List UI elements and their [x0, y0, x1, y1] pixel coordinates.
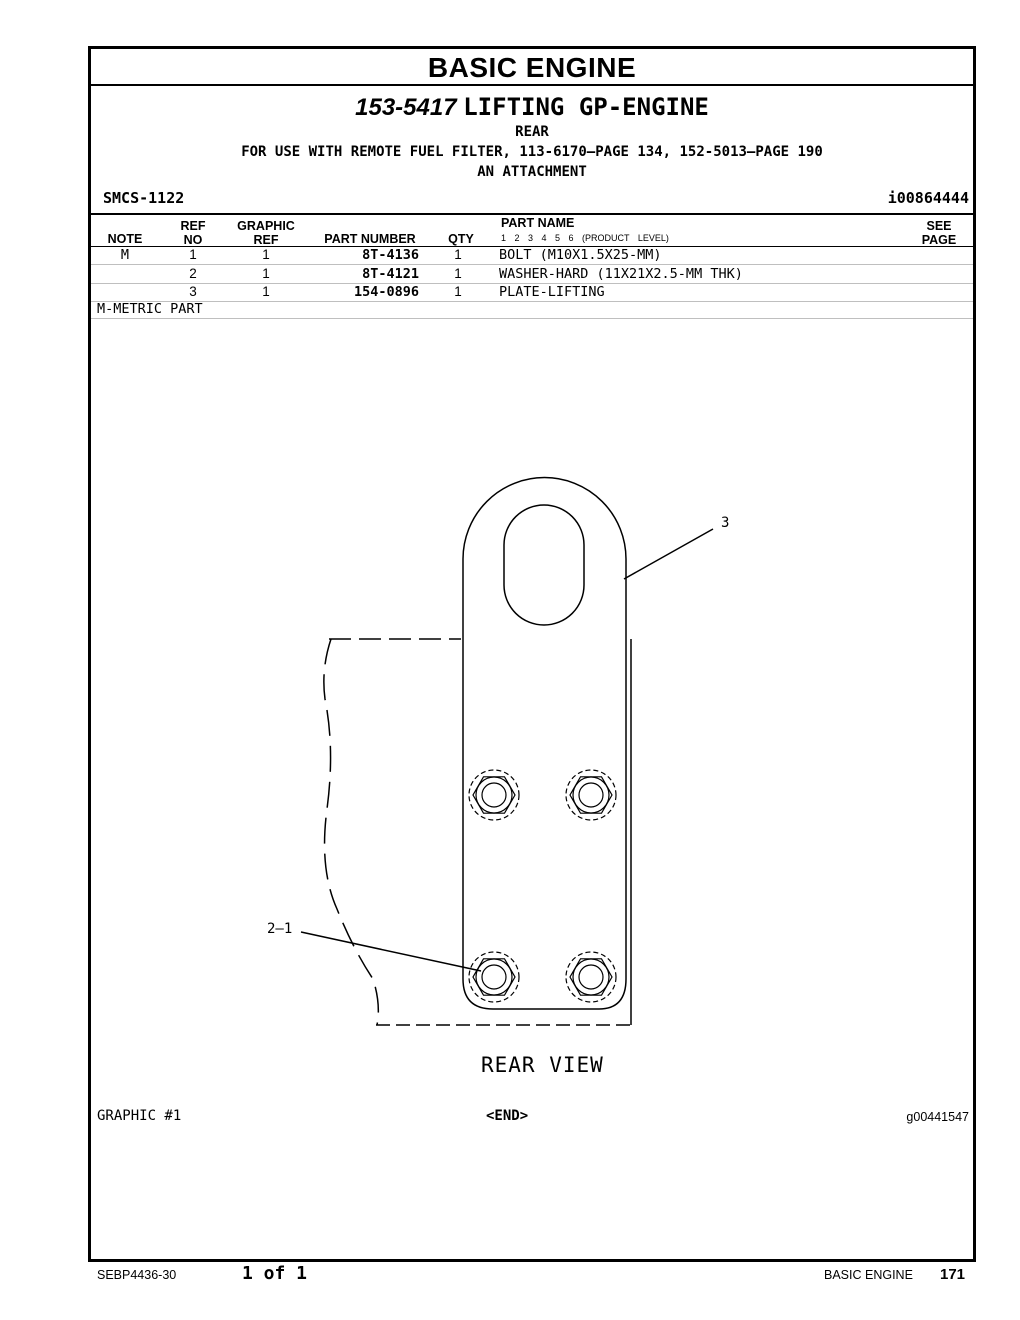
- row-3-graphic-ref: 1: [262, 284, 270, 299]
- col-see-page: SEE PAGE: [921, 219, 957, 247]
- col-note: NOTE: [107, 232, 143, 246]
- group-subtitle-2: FOR USE WITH REMOTE FUEL FILTER, 113-6170—PAGE 134, 152-5013—PAGE 190: [241, 144, 823, 160]
- group-subtitle-1: REAR: [515, 124, 549, 140]
- footer-doc-number: SEBP4436-30: [97, 1268, 177, 1282]
- group-name: LIFTING GP-ENGINE: [463, 93, 709, 121]
- row-1-part-number: 8T-4136: [362, 247, 419, 263]
- page-frame: [88, 46, 976, 1262]
- callout-plate: 3: [721, 515, 730, 531]
- row-3-part-number: 154-0896: [353, 284, 419, 300]
- row-1-qty: 1: [454, 247, 462, 262]
- bolt-lower-left: [469, 952, 519, 1002]
- row-2-qty: 1: [454, 266, 462, 281]
- bracket-break-line: [324, 639, 378, 1025]
- metric-part-note: M-METRIC PART: [97, 301, 203, 317]
- col-graphic-ref: GRAPHIC REF: [237, 219, 295, 247]
- col-part-name: PART NAME: [501, 216, 575, 230]
- row-2-part-number: 8T-4121: [362, 266, 419, 282]
- footer-page-count: 1 of 1: [242, 1263, 308, 1284]
- leader-line-plate: [624, 529, 713, 579]
- lifting-plate-outline: [463, 478, 626, 1009]
- group-subtitle-3: AN ATTACHMENT: [477, 164, 587, 180]
- graphic-label: GRAPHIC #1: [97, 1108, 182, 1124]
- bolt-upper-left: [469, 770, 519, 820]
- row-2-part-name: WASHER-HARD (11X21X2.5-MM THK): [499, 266, 743, 282]
- row-3-qty: 1: [454, 284, 462, 299]
- row-2-ref-no: 2: [189, 266, 197, 281]
- lifting-slot: [504, 505, 584, 625]
- smcs-code: SMCS-1122: [103, 189, 185, 207]
- section-title: BASIC ENGINE: [91, 49, 973, 86]
- row-2-graphic-ref: 1: [262, 266, 270, 281]
- end-marker: <END>: [486, 1108, 529, 1124]
- callout-bolt: 2–1: [267, 921, 293, 937]
- graphic-id: g00441547: [906, 1110, 969, 1124]
- lifting-plate-drawing: [91, 49, 973, 1259]
- col-ref-no: REF NO: [180, 219, 206, 247]
- row-3-part-name: PLATE-LIFTING: [499, 284, 605, 300]
- col-qty: QTY: [448, 232, 474, 246]
- bolt-upper-right: [566, 770, 616, 820]
- view-caption: REAR VIEW: [481, 1053, 604, 1077]
- product-levels: 1 2 3 4 5 6 (PRODUCT LEVEL): [501, 233, 669, 243]
- bolt-group: [469, 770, 616, 1002]
- bolt-lower-right: [566, 952, 616, 1002]
- row-1-graphic-ref: 1: [262, 247, 270, 262]
- footer-section: BASIC ENGINE: [824, 1268, 913, 1282]
- row-1-part-name: BOLT (M10X1.5X25-MM): [499, 247, 662, 263]
- group-number: 153-5417: [355, 94, 457, 121]
- col-part-number: PART NUMBER: [324, 232, 416, 246]
- row-1-note: M: [120, 247, 130, 263]
- illustration-id: i00864444: [887, 189, 969, 207]
- row-1-ref-no: 1: [189, 247, 197, 262]
- footer-page-number: 171: [940, 1266, 966, 1283]
- leader-line-bolt: [301, 932, 481, 971]
- row-3-ref-no: 3: [189, 284, 197, 299]
